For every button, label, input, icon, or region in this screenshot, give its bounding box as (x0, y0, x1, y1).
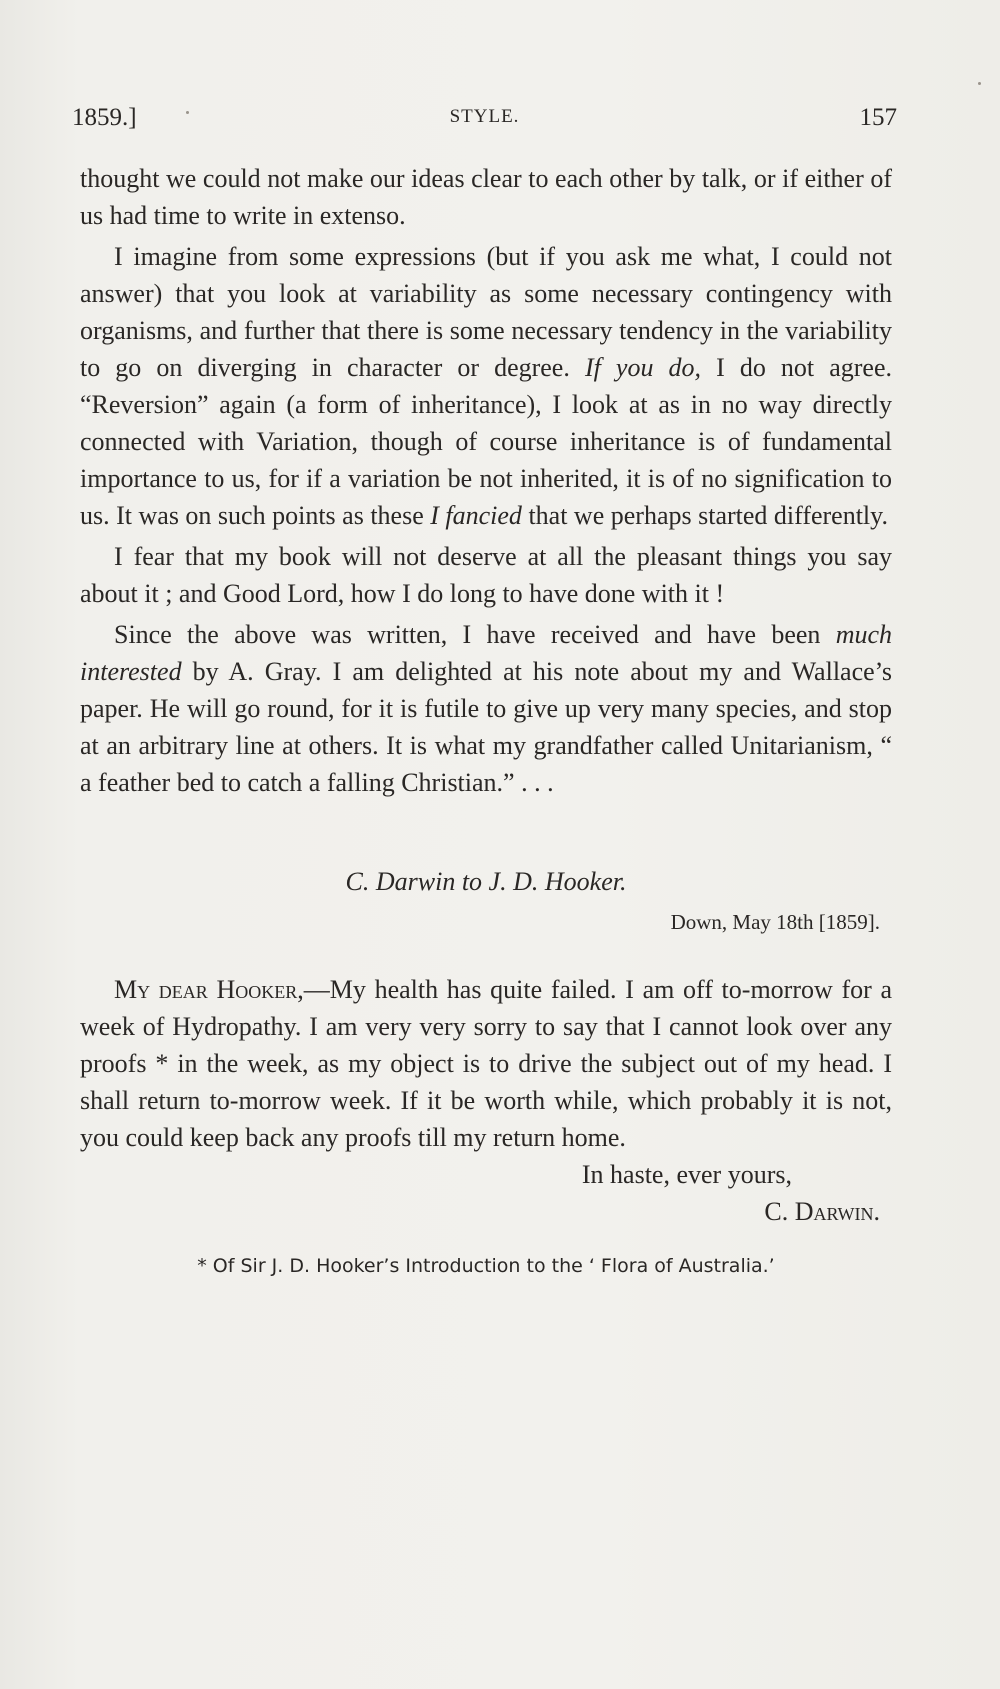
paragraph-2-text-cont: I do not agree. “Reversion” again (a form of inheritance), I look at as in no way directly connected with Variation, though of course inheritance is of fundamental importance to us, for if a variation be not inherited, it is of no signification to us. It was on such points as these (80, 353, 892, 530)
paragraph-2 (80, 238, 892, 534)
footnote: * Of Sir J. D. Hooker’s Introduction to the ‘ Flora of Australia.’ (197, 1255, 775, 1277)
letter-salutation: My dear Hooker, (114, 975, 304, 1004)
letter-dateline: Down, May 18th [1859]. (670, 910, 880, 934)
paragraph-4-text-cont: by A. Gray. I am delighted at his note about my and Wallace’s paper. He will go round, for it is futile to give up very many species, and stop at an arbitrary line at others. It is what my grandfather called Unitarianism, “ a feather bed to catch a falling Christian.” . . . (80, 657, 893, 797)
paragraph-2-text: I imagine from some expressions (but if you ask me what, I could not answer) that you look at variability as some necessary contingency with organisms, and further that there is some necessary tendency in the variability to go on diverging in character or degree. (80, 242, 892, 382)
emphasis-i-fancied: I fancied (430, 501, 522, 530)
header-title: STYLE. (449, 106, 520, 127)
header-year: 1859.] (72, 104, 137, 131)
paragraph-1: thought we could not make our ideas clear to each other by talk, or if either of us had time to write in extenso. (80, 164, 892, 230)
page-body (80, 160, 892, 1285)
emphasis-if-you-do: If you do, (584, 353, 702, 382)
paper-speck (186, 111, 189, 114)
paragraph-3: I fear that my book will not deserve at all the pleasant things you say about it ; and Good Lord, how I do long to have done with it ! (80, 542, 892, 608)
emphasis-much-interested: much interested (80, 620, 893, 686)
letter-heading: C. Darwin to J. D. Hooker. (345, 867, 627, 896)
letter-closing: In haste, ever yours, (581, 1160, 792, 1189)
letter-body (80, 971, 892, 1156)
letter-text: —My health has quite failed. I am off to-morrow for a week of Hydropathy. I am very very sorry to say that I cannot look over any proofs * in the week, as my object is to drive the subject out of my head. I shall return to-morrow week. If it be worth while, which probably it is not, you could keep back any proofs till my return home. (80, 975, 892, 1152)
page-number: 157 (859, 104, 897, 131)
paragraph-2-text-end: that we perhaps started differently. (528, 501, 888, 530)
letter-signature: C. Darwin. (764, 1197, 880, 1226)
running-header (72, 104, 897, 134)
paper-speck (978, 82, 981, 85)
paragraph-4-text: Since the above was written, I have received and have been (114, 620, 821, 649)
paragraph-4 (80, 616, 892, 801)
